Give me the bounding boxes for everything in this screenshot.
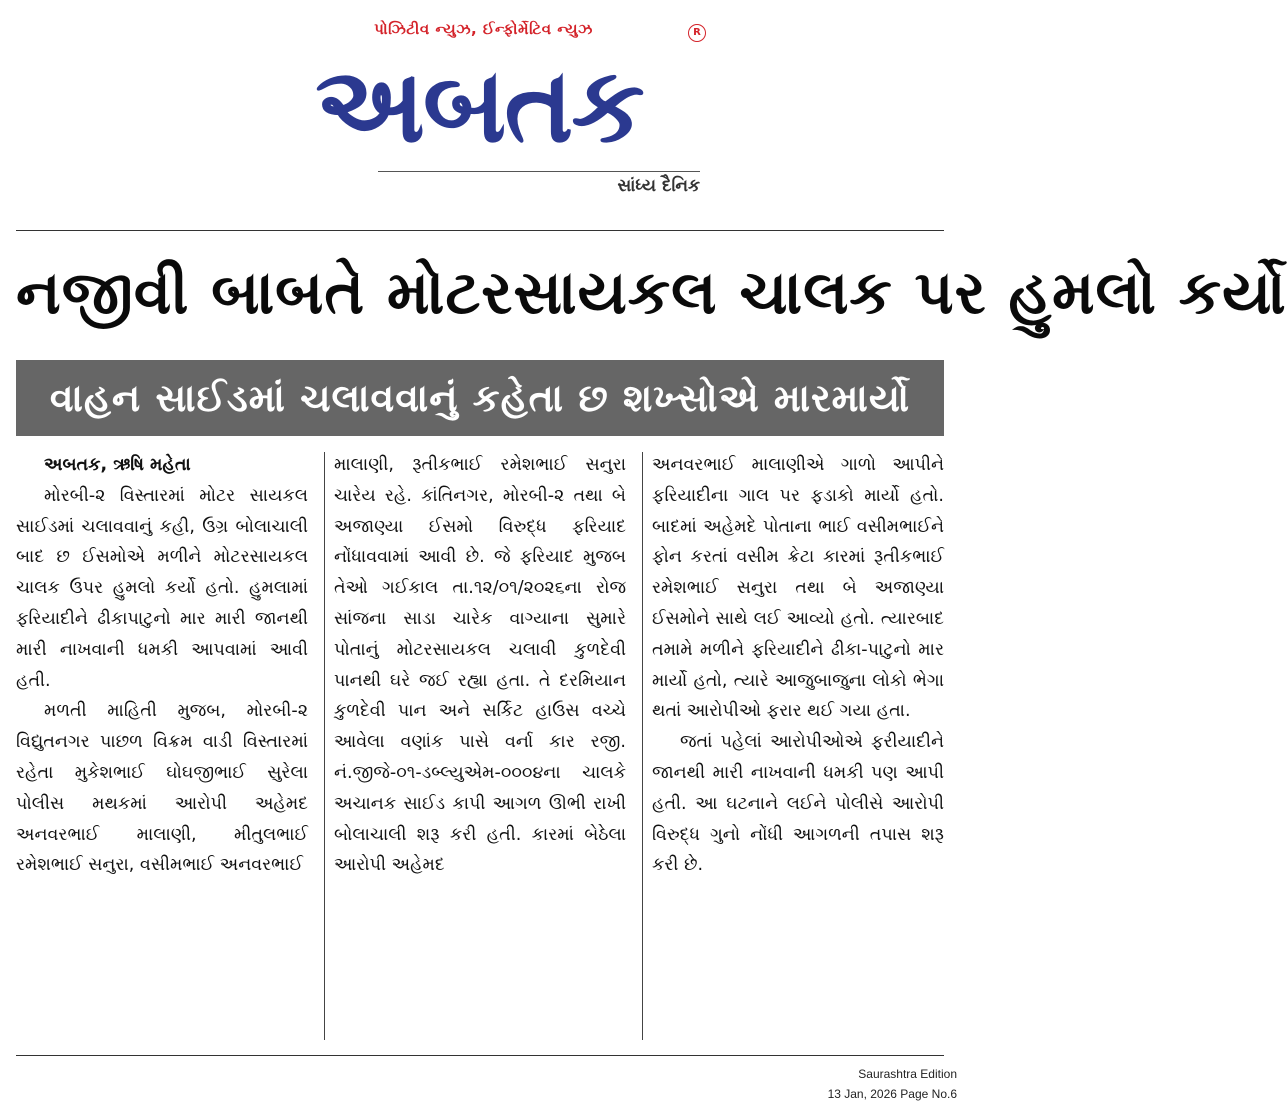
masthead-divider [378, 171, 700, 172]
column-divider [324, 452, 325, 1040]
article-column-2 [334, 450, 626, 1042]
newspaper-logo: અબતક [315, 44, 643, 166]
paragraph: જતાં પહેલાં આરોપીઓએ ફરીયાદીને જાનથી મારી નાખવાની ધમકી પણ આપી હતી. આ ઘટનાને લઈને પોલીસે આરોપી વિરુદ્ધ ગુનો નોંધી આગળની તપાસ શરૂ કરી છે. [652, 732, 944, 876]
footer-date-page: 13 Jan, 2026 Page No.6 [827, 1087, 957, 1101]
column-divider [642, 452, 643, 1040]
page-footer [828, 1064, 957, 1104]
paragraph: અનવરભાઈ માલાણીએ ગાળો આપીને ફરિયાદીના ગાલ પર ફડાકો માર્યો હતો. બાદમાં અહેમદે પોતાના ભાઈ વસીમભાઈને ફોન કરતાં વસીમ ક્રેટા કારમાં રૂતીકભાઈ રમેશભાઈ સનુરા તથા બે અજાણ્યા ઈસમોને સાથે લઈ આવ્યો હતો. ત્યારબાદ તમામે મળીને ફરિયાદીને ઢીકા-પાટુનો માર માર્યો હતો, ત્યારે આજુબાજુના લોકો ભેગા થતાં આરોપીઓ ફરાર થઈ ગયા હતા. [652, 455, 944, 722]
article-column-1 [16, 450, 308, 1042]
paragraph: માલાણી, રૂતીકભાઈ રમેશભાઈ સનુરા ચારેય રહે. કાંતિનગર, મોરબી-૨ તથા બે અજાણ્યા ઈસમો વિરુદ્ધ ફરિયાદ નોંધાવવામાં આવી છે. જે ફરિયાદ મુજબ તેઓ ગઈકાલ તા.૧૨/૦૧/૨૦૨૬ના રોજ સાંજના સાડા ચારેક વાગ્યાના સુમારે પોતાનું મોટરસાયકલ ચલાવી કુળદેવી પાનથી ઘરે જઈ રહ્યા હતા. તે દરમિયાન કુળદેવી પાન અને સર્કિટ હાઉસ વચ્ચે આવેલા વણાંક પાસે વર્ના કાર રજી. નં.જીજે-૦૧-ડબ્લ્યુએમ-૦૦૦૪ના ચાલકે અચાનક સાઈડ કાપી આગળ ઊભી રાખી બોલાચાલી શરૂ કરી હતી. કારમાં બેઠેલા આરોપી અહેમદ [334, 455, 626, 876]
article-column-3 [652, 450, 944, 1042]
paragraph: મળતી માહિતી મુજબ, મોરબી-૨ વિદ્યુતનગર પાછળ વિક્રમ વાડી વિસ્તારમાં રહેતા મુકેશભાઈ ઘોઘજીભાઈ સુરેલા પોલીસ મથકમાં આરોપી અહેમદ અનવરભાઈ માલાણી, મીતુલભાઈ રમેશભાઈ સનુરા, વસીમભાઈ અનવરભાઈ [16, 701, 308, 876]
edition-label: સાંધ્ય દૈનિક [617, 176, 700, 196]
byline: અબતક, ઋષિ મહેતા [44, 455, 191, 475]
bottom-rule [16, 1055, 944, 1056]
top-rule [16, 230, 944, 231]
registered-trademark-icon: R [688, 24, 706, 42]
tagline: પોઝિટીવ ન્યુઝ, ઈન્ફોર્મેટિવ ન્યુઝ [374, 20, 593, 38]
paragraph: મોરબી-૨ વિસ્તારમાં મોટર સાયકલ સાઈડમાં ચલાવવાનું કહી, ઉગ્ર બોલાચાલી બાદ છ ઈસમોએ મળીને મોટરસાયકલ ચાલક ઉપર હુમલો કર્યો હતો. હુમલામાં ફરિયાદીને ઢીકાપાટુનો માર મારી જાનથી મારી નાખવાની ધમકી આપવામાં આવી હતી. [16, 485, 308, 691]
masthead [0, 0, 967, 215]
article-headline: નજીવી બાબતે મોટરસાયકલ ચાલક પર હુમલો કર્યો [16, 258, 1287, 328]
footer-edition: Saurashtra Edition [858, 1067, 957, 1081]
article-body [16, 450, 944, 1042]
article-subheadline: વાહન સાઈડમાં ચલાવવાનું કહેતા છ શખ્સોએ મારમાર્યો [16, 360, 944, 436]
